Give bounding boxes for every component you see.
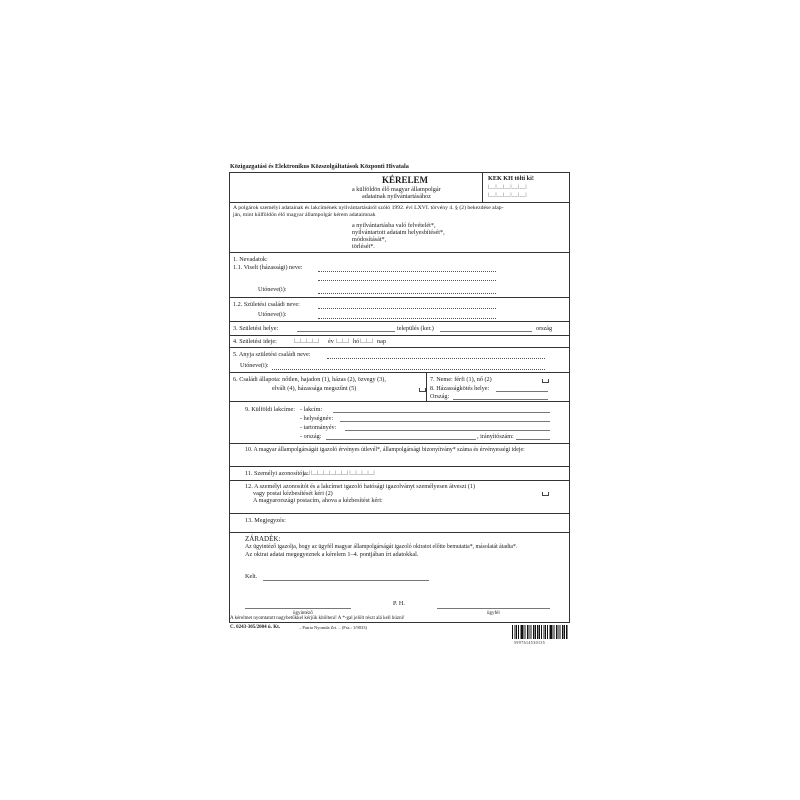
divider: [229, 202, 569, 203]
address-zip-field[interactable]: [516, 439, 550, 440]
birthdate-label: 4. Születési ideje:: [233, 338, 277, 345]
agency-name: Közigazgatási és Elektronikus Közszolgáltatások Központi Hivatala: [230, 163, 409, 170]
official-signature-caption: ügyintéző: [293, 611, 313, 616]
stamp-label: P. H.: [393, 600, 405, 607]
address-province-field[interactable]: [345, 430, 550, 431]
divider: [229, 372, 569, 373]
divider: [229, 297, 569, 298]
official-signature-line: [245, 608, 351, 609]
clause-line-2: Az okirat adatai megegyeznek a kérelem 1–4. pontjában írt adatokkal.: [245, 551, 419, 558]
birth-family-name-field[interactable]: [318, 308, 496, 309]
divider: [229, 513, 569, 514]
address-street-label: - lakcím:: [300, 406, 323, 413]
divider: [229, 347, 569, 348]
address-country-field[interactable]: [326, 439, 476, 440]
birthplace-city-label: település (ker.): [397, 325, 434, 332]
clause-line-1: Az ügyintéző igazolja, hogy az ügyfél magyar állampolgárságát igazoló okiratot előtte bemutatta*, másolatát átadta*.: [245, 544, 518, 550]
option-deletion[interactable]: törlését*.: [352, 243, 375, 250]
divider: [229, 252, 569, 253]
marital-status-label: 6. Családi állapota: nőtlen, hajadon (1), házas (2), özvegy (3),: [233, 376, 386, 383]
address-city-label: - helységnév:: [300, 415, 334, 422]
address-country-label: - ország:: [300, 433, 322, 440]
date-label: Kelt.: [245, 573, 258, 580]
kek-code-boxes-2: |__|__|__|__|__|: [488, 193, 528, 198]
divider: [229, 480, 569, 481]
column-divider: [426, 372, 427, 401]
document-delivery-label-2: vagy postai kézbesítését kéri (2): [253, 490, 333, 497]
birth-year-boxes[interactable]: |__|__|__|__|: [294, 339, 320, 344]
personal-id-label: 11. Személyi azonosítója:: [245, 470, 309, 477]
kek-box-divider: [482, 172, 483, 202]
kek-code-boxes-1: |__|__|__|__|__|: [488, 185, 528, 190]
family-name-field-2[interactable]: [318, 280, 496, 281]
divider: [229, 466, 569, 467]
client-signature-caption: ügyfél: [487, 611, 500, 616]
form-subtitle-1: a külföldön élő magyar állampolgár: [352, 186, 441, 193]
family-name-field[interactable]: [318, 271, 496, 272]
address-zip-label: , irányítószám:: [477, 433, 514, 440]
mother-given-name-label: Utóneve(i):: [240, 362, 269, 369]
sex-box[interactable]: [542, 379, 549, 383]
mother-given-name-field[interactable]: [272, 369, 545, 370]
marriage-place-field[interactable]: [496, 391, 548, 392]
name-section-title: 1. Nevadatok:: [233, 256, 268, 263]
marriage-place-label: 8. Házasságkötés helye:: [430, 385, 490, 392]
birth-given-name-field[interactable]: [318, 318, 496, 319]
birth-year-label: év: [328, 338, 334, 345]
kek-label: KEK KH tölti ki!: [488, 175, 534, 182]
given-name-label: Utóneve(i):: [258, 286, 287, 293]
birth-month-boxes[interactable]: |__|__|: [336, 339, 350, 344]
personal-id-boxes[interactable]: |__| |__|__|__|__|__|__| |__|__|__|__|: [303, 471, 375, 476]
given-name-field[interactable]: [318, 293, 496, 294]
intro-line-1: A polgárok személyi adatainak és lakcímének nyilvántartásáról szóló 1992. évi LXVI. törvény 4. § (2) bekezdése alap-: [233, 205, 504, 211]
delivery-box[interactable]: [542, 492, 549, 496]
birth-family-name-label: 1.2. Születési családi neve:: [233, 301, 300, 308]
form-subtitle-2: adatainak nyilvántartásához: [362, 193, 431, 200]
birth-day-boxes[interactable]: |__|__|: [360, 339, 374, 344]
option-modification[interactable]: módosítását*,: [352, 236, 387, 243]
barcode-number: 5997614530135: [514, 640, 546, 645]
divider: [229, 335, 569, 336]
barcode-image: [512, 625, 568, 639]
postal-address-label: A magyarországi postacím, ahova a kézbesítést kéri:: [253, 497, 383, 504]
intro-line-2: ján, mint külföldön élő magyar állampolgár kérem adataimnak: [233, 212, 376, 218]
option-registration[interactable]: a nyilvántartásba való felvételét*,: [352, 222, 436, 229]
marital-status-label-2: elvált (4), házassága megszűnt (5): [272, 385, 357, 392]
divider: [229, 443, 569, 444]
birth-given-name-label: Utóneve(i):: [258, 311, 287, 318]
marital-status-box[interactable]: [419, 388, 426, 392]
publisher-info: – Patria Nyomda Zrt. – (Fsz.: 1/9033): [299, 625, 367, 630]
date-field[interactable]: [263, 580, 429, 581]
birth-month-label: hó: [353, 338, 360, 345]
sex-label: 7. Neme: férfi (1), nő (2): [430, 376, 492, 383]
clause-title: ZÁRADÉK:: [245, 535, 281, 543]
mother-name-field[interactable]: [327, 358, 545, 359]
mother-name-label: 5. Anyja születési családi neve:: [233, 351, 311, 358]
family-name-label: 1.1. Viselt (házassági) neve:: [233, 264, 303, 271]
birthplace-country-label: ország: [536, 325, 553, 332]
form-title: KÉRELEM: [382, 175, 429, 185]
option-correction[interactable]: nyilvántartott adataim helyesbítését*,: [352, 229, 445, 236]
divider: [229, 532, 569, 533]
address-province-label: - tartományév:: [300, 424, 337, 431]
birthplace-field[interactable]: [297, 331, 395, 332]
divider: [229, 401, 569, 402]
remarks-label: 13. Megjegyzés:: [245, 517, 286, 524]
marriage-country-field[interactable]: [453, 399, 548, 400]
document-delivery-label: 12. A személyi azonosítót és a lakcímet igazoló hatósági igazolványt személyesen átveszi (1): [245, 483, 476, 490]
passport-label: 10. A magyar állampolgárságát igazoló érvényes útlevél*, állampolgársági bizonyítvány* száma és érvényességi ideje:: [245, 447, 525, 453]
address-city-field[interactable]: [340, 421, 550, 422]
marriage-country-label: Ország:: [430, 393, 450, 400]
birth-day-label: nap: [377, 338, 386, 345]
birthplace-label: 3. Születési helye:: [233, 325, 279, 332]
footer-note: A kérelmet nyomtatott nagybetűkkel kérjük kitölteni! A *-gal jelölt részt alá kell húzni!: [230, 616, 405, 621]
client-signature-line: [437, 608, 550, 609]
address-street-field[interactable]: [333, 412, 550, 413]
birthplace-city-field[interactable]: [440, 331, 532, 332]
form-code: C. 0243-305/2004 ú. Kt.: [230, 625, 280, 630]
foreign-address-label: 9. Külföldi lakcíme:: [245, 406, 296, 413]
divider: [229, 321, 569, 322]
